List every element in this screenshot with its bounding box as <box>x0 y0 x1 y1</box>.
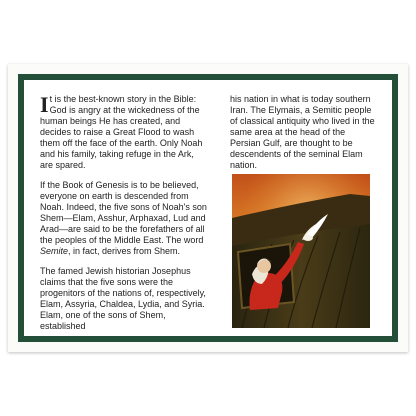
semite-word: Semite <box>40 246 69 256</box>
paragraph-elam: his nation in what is today southern Iran. The Elymais, a Semitic people of classical antiquity who lived in the same area at the head of the Persian Gulf, are thought to be descendents of the seminal Elam nation. <box>230 94 375 170</box>
noah-ark-dove-illustration <box>232 174 370 328</box>
illustration-svg <box>232 174 370 328</box>
paragraph-genesis-text: If the Book of Genesis is to be believed, everyone on earth is descended from Noah. Indeed, the five sons of Noah's son Shem—Elam, Asshur, Arphaxad, Lud and Arad—are said to be the forefathers of all the peoples of the Middle East. The word <box>40 180 207 245</box>
drop-cap: I <box>40 92 49 117</box>
paragraph-genesis <box>40 180 208 257</box>
paragraph-genesis-end: , in fact, derives from Shem. <box>68 246 181 256</box>
paragraph-josephus: The famed Jewish historian Josephus claims that the five sons were the progenitors of the nations of, respectively, Elam, Assyria, Chaldea, Lydia, and Syria. Elam, one of the sons of Shem, established <box>40 266 206 331</box>
right-column <box>230 94 378 180</box>
paragraph-intro-text: t is the best-known story in the Bible: God is angry at the wickedness of the human beings He has created, and decides to raise a Great Flood to wash them off the face of the earth. Only Noah and his family, taking refuge in the Ark, are spared. <box>40 94 203 170</box>
page-card <box>8 64 408 352</box>
paragraph-intro <box>40 94 208 171</box>
green-frame <box>18 74 398 342</box>
left-column <box>40 94 208 341</box>
